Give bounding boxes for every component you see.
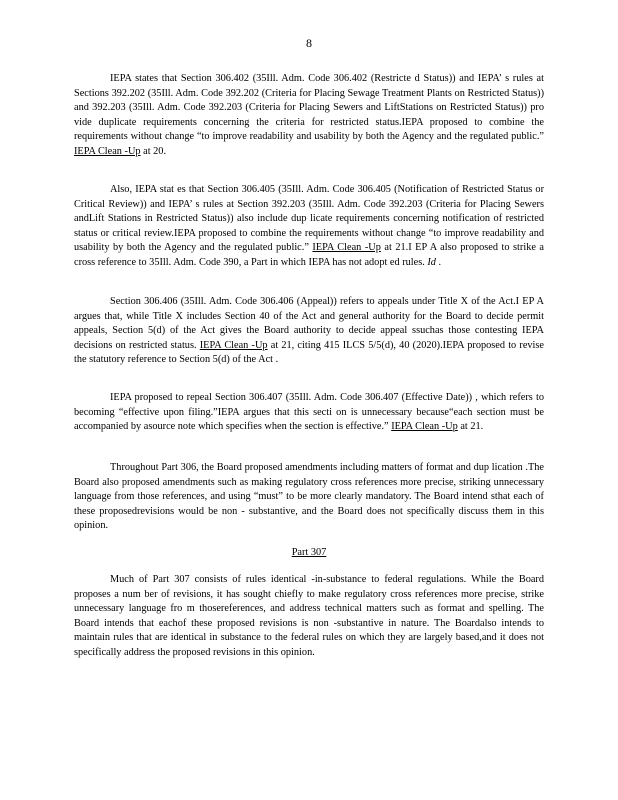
paragraph-text: Much of Part 307 consists of rules identical -in-substance to federal regulations. While the Board proposes a num ber of revisions, it has sought chiefly to make regulatory cross references more precise, strike unnecessary language fro m thosereferences, and address technical matters such as format and spelling. The Board intends that eachof these proposed revisions is non -substantive in nature. The Boardalso intends to maintain rules that are identical in substance to the federal rules on which they are largely based,and it does not specifically address the proposed revisions in this opinion. (74, 574, 544, 658)
paragraph-text: at 20. (140, 145, 167, 157)
paragraph-part-306-summary (74, 461, 544, 534)
paragraph-part-307-summary (74, 573, 544, 661)
paragraph-text: at 21.I EP A also proposed to strike a cross reference to 35Ill. Adm. Code 390, a Part in which IEPA has not adopt ed rules. (74, 242, 545, 268)
paragraph-section-306-405 (74, 183, 544, 271)
paragraph-text: IEPA proposed to repeal Section 306.407 (35Ill. Adm. Code 306.407 (Effective Date)) , which refers to becoming “effective upon filing.”IEPA argues that this secti on is unnecessary because“each section must be accompanied by asource note which specifies when the section is effective.” (74, 392, 544, 433)
citation-underlined: IEPA Clean -Up (74, 145, 141, 157)
citation-italic: Id (427, 256, 436, 268)
paragraph-text: at 21. (457, 421, 484, 433)
paragraph-section-306-406 (74, 295, 544, 368)
paragraph-text: IEPA states that Section 306.402 (35Ill. Adm. Code 306.402 (Restricte d Status)) and IEPA’ s rules at Sections 392.202 (35Ill. Adm. Code 392.202 (Criteria for Placing Sewage Treatment Plants on Restricted Status)) and 392.203 (35Ill. Adm. Code 392.203 (Criteria for Placing Sewers and LiftStations on Restricted Status)) pro vide duplicate requirements concerning the criteria for restricted status.IEPA proposed to combine the requirements without change “to improve readability and usability by both the Agency and the regulated public.” (74, 73, 544, 143)
citation-underlined: IEPA Clean -Up (312, 242, 381, 254)
paragraph-section-306-402 (74, 72, 544, 160)
paragraph-text: Section 306.406 (35Ill. Adm. Code 306.406 (Appeal)) refers to appeals under Title X of the Act.I EP A argues that, while Title X includes Section 40 of the Act and general authority for the Board to decide permit appeals, Section 5(d) of the Act gives the Board authority to decide appeal ssuchas those contesting IEPA decisions on restricted status. (74, 296, 544, 351)
paragraph-text: at 21, citing 415 ILCS 5/5(d), 40 (2020).IEPA proposed to revise the statutory reference to Section 5(d) of the Act . (74, 339, 544, 366)
paragraph-section-306-407 (74, 391, 544, 435)
page-number: 8 (306, 36, 312, 50)
paragraph-text: . (435, 256, 442, 268)
heading-part-307: Part 307 (291, 547, 327, 558)
paragraph-text: Also, IEPA stat es that Section 306.405 (35Ill. Adm. Code 306.405 (Notification of Restricted Status or Critical Review)) and IEPA’ s rules at Section 392.203 (35Ill. Adm. Code 392.203 (Criteria for Placing Sewers andLift Stations in Restricted Status)) also include dup licate requirements concerning notification of restricted status or critical review.IEPA proposed to combine the requirements without change “to improve readability and usability by both the Agency and the regulated public.” (74, 184, 544, 254)
citation-underlined: IEPA Clean -Up (199, 339, 268, 351)
citation-underlined: IEPA Clean -Up (391, 421, 458, 433)
paragraph-text: Throughout Part 306, the Board proposed amendments including matters of format and dup lication .The Board also proposed amendments such as making regulatory cross references more precise, striking unnecessary language from those references, and using “must” to be more clearly mandatory. The Board intend sthat each of these proposedrevisions would be non - substantive, and the Board does not specifically discuss them in this opinion. (74, 462, 544, 532)
